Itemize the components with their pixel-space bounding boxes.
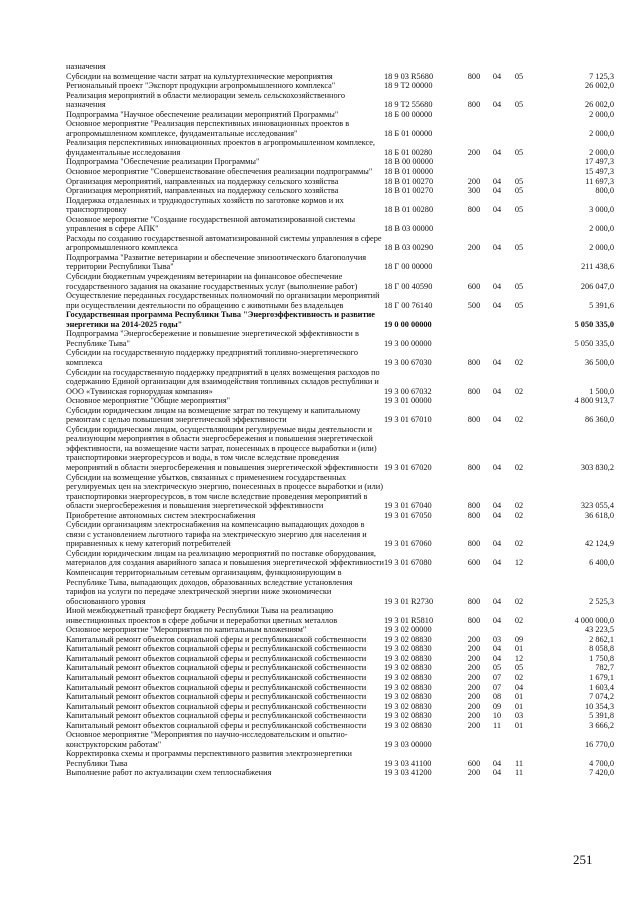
- cell-ved: 800: [467, 596, 481, 606]
- cell-ved: 200: [467, 682, 481, 692]
- cell-code: 18 В 03 00290: [384, 243, 434, 253]
- cell-ved: 800: [467, 539, 481, 549]
- table-row: [66, 644, 614, 654]
- cell-rz: 04: [492, 501, 502, 511]
- cell-code: 19 3 01 67040: [384, 501, 432, 511]
- cell-code: 18 В 01 00000: [384, 167, 434, 177]
- table-row: [66, 215, 614, 234]
- cell-name: Субсидии организациям электроснабжения на компенсацию выпадающих доходов в связи с установлением льготного тарифа на электрическую энергию для населения и приравненных к нему категорий потребителей: [66, 520, 367, 549]
- cell-code: 19 3 03 00000: [384, 739, 432, 749]
- cell-rz: 04: [492, 653, 502, 663]
- cell-rz: 07: [492, 673, 502, 682]
- cell-ved: 800: [467, 510, 481, 520]
- cell-sum: 10 354,3: [584, 701, 614, 711]
- cell-code: 19 3 03 41100: [384, 758, 432, 768]
- table-row: [66, 138, 614, 157]
- cell-sum: 782,7: [595, 663, 614, 673]
- cell-pr: 02: [514, 501, 524, 511]
- cell-name: Выполнение работ по актуализации схем теплоснабжения: [66, 768, 272, 778]
- cell-name: Субсидии на возмещение части затрат на культуртехнические мероприятия: [66, 71, 333, 81]
- cell-name: Капитальный ремонт объектов социальной сферы и республиканской собственности: [66, 673, 367, 682]
- table-row: [66, 167, 614, 177]
- cell-pr: 03: [514, 711, 524, 721]
- cell-rz: 07: [492, 682, 502, 692]
- cell-sum: 323 055,4: [580, 501, 614, 511]
- cell-code: 19 3 02 08830: [384, 692, 432, 702]
- table-row: [66, 473, 614, 511]
- cell-ved: 200: [467, 176, 481, 186]
- cell-rz: 04: [492, 644, 502, 654]
- cell-name: Региональный проект "Экспорт продукции агропромышленного комплекса": [66, 81, 336, 91]
- cell-sum: 4 700,0: [589, 758, 614, 768]
- cell-name: Государственная программа Республики Тыва "Энергоэффективность и развитие энергетики на 2014-2025 годы": [66, 310, 375, 329]
- cell-code: 18 Г 00 40590: [384, 281, 433, 291]
- cell-pr: 01: [514, 644, 524, 654]
- cell-pr: 05: [514, 243, 524, 253]
- cell-code: 19 3 02 08830: [384, 701, 432, 711]
- cell-code: 19 3 01 00000: [384, 396, 432, 406]
- table-row: [66, 72, 614, 82]
- cell-ved: 800: [467, 615, 481, 625]
- cell-name: Основное мероприятие "Реализация перспективных инновационных проектов в агропромышленном комплексе, фундаментальные исследования": [66, 119, 350, 138]
- cell-code: 18 В 01 00270: [384, 176, 434, 186]
- cell-code: 18 Г 00 76140: [384, 300, 433, 310]
- cell-ved: 800: [467, 71, 481, 81]
- cell-code: 19 3 02 00000: [384, 625, 432, 635]
- cell-rz: 04: [492, 100, 502, 110]
- cell-name: Компенсация территориальным сетевым организациям, функционирующим в Республике Тыва, выпадающих доходов, образованных вследствие установления тарифов на услуги по передаче электрической энергии ниже экономически обоснованного уровня: [66, 567, 353, 606]
- table-row: [66, 511, 614, 521]
- table-row: [66, 310, 614, 329]
- cell-sum: 5 050 335,0: [574, 319, 614, 329]
- cell-ved: 800: [467, 357, 481, 367]
- table-row: [66, 635, 614, 645]
- cell-code: 18 9 T2 55680: [384, 100, 433, 110]
- cell-rz: 04: [492, 510, 502, 520]
- cell-rz: 04: [492, 758, 502, 768]
- cell-name: Субсидии на государственную поддержку предприятий топливно-энергетического комплекса: [66, 348, 359, 367]
- cell-ved: 600: [467, 558, 481, 568]
- cell-name: Основное мероприятие "Мероприятия по научно-исследовательским и опытно-конструкторским работам": [66, 730, 348, 749]
- table-row: [66, 711, 614, 721]
- cell-code: 19 3 01 67060: [384, 539, 432, 549]
- cell-sum: 26 002,0: [584, 100, 614, 110]
- cell-sum: 1 500,0: [589, 386, 614, 396]
- cell-sum: 211 438,6: [581, 262, 614, 272]
- cell-pr: 05: [514, 176, 524, 186]
- table-row: [66, 253, 614, 272]
- cell-sum: 4 000 000,0: [574, 615, 614, 625]
- cell-pr: 05: [514, 186, 524, 196]
- cell-ved: 600: [467, 281, 481, 291]
- cell-code: 18 Б 01 00280: [384, 147, 433, 157]
- cell-code: 19 3 01 R2730: [384, 596, 434, 606]
- cell-name: Капитальный ремонт объектов социальной сферы и республиканской собственности: [66, 634, 367, 644]
- cell-ved: 800: [467, 415, 481, 425]
- table-row: [66, 721, 614, 731]
- cell-rz: 04: [492, 386, 502, 396]
- table-row: [66, 692, 614, 702]
- cell-name: Подпрограмма "Развитие ветеринарии и обеспечение эпизоотического благополучия территории Республики Тыва": [66, 252, 367, 272]
- table-row: [66, 702, 614, 712]
- cell-code: 19 3 01 67010: [384, 415, 432, 425]
- cell-ved: 600: [467, 758, 481, 768]
- cell-sum: 303 830,2: [580, 462, 614, 472]
- cell-pr: 01: [514, 701, 524, 711]
- cell-sum: 800,0: [595, 186, 614, 196]
- cell-pr: 01: [514, 720, 524, 730]
- cell-name: Субсидии на государственную поддержку предприятий в целях возмещения расходов по содержанию Единой организации для взаимодействия топливных складов республики и ООО «Тувинская горнорудная компания»: [66, 367, 380, 396]
- cell-name: Капитальный ремонт объектов социальной сферы и республиканской собственности: [66, 711, 367, 721]
- cell-name: Поддержка отдаленных и труднодоступных хозяйств по заготовке кормов и их транспортировку: [66, 195, 344, 215]
- cell-name: Субсидии бюджетным учреждениям ветеринарии на финансовое обеспечение государственного задания на оказание государственных услуг (выполнение работ): [66, 272, 358, 291]
- cell-sum: 6 400,0: [589, 558, 614, 568]
- cell-sum: 17 497,3: [584, 157, 614, 167]
- cell-sum: 42 124,9: [584, 539, 614, 549]
- cell-ved: 200: [467, 663, 481, 673]
- cell-ved: 800: [467, 501, 481, 511]
- cell-pr: 02: [514, 596, 524, 606]
- cell-sum: 2 862,1: [589, 634, 614, 644]
- cell-rz: 05: [492, 663, 502, 673]
- cell-rz: 04: [492, 205, 502, 215]
- cell-ved: 200: [467, 634, 481, 644]
- cell-name: Капитальный ремонт объектов социальной сферы и республиканской собственности: [66, 720, 367, 730]
- cell-sum: 11 697,3: [585, 176, 614, 186]
- cell-rz: 03: [492, 634, 502, 644]
- cell-pr: 05: [514, 663, 524, 673]
- cell-code: 19 3 00 67030: [384, 357, 432, 367]
- table-row: [66, 425, 614, 473]
- table-row: [66, 520, 614, 549]
- cell-name: Подпрограмма "Научное обеспечение реализации мероприятий Программы": [66, 109, 339, 119]
- cell-rz: 04: [492, 147, 502, 157]
- table-row: [66, 272, 614, 291]
- table-row: [66, 348, 614, 367]
- cell-rz: 04: [492, 71, 502, 81]
- cell-pr: 05: [514, 71, 524, 81]
- cell-pr: 05: [514, 281, 524, 291]
- cell-pr: 01: [514, 692, 524, 702]
- cell-name: Иной межбюджетный трансферт бюджету Республики Тыва на реализацию инвестиционных проектов в сфере добычи и переработки цветных металлов: [66, 606, 338, 625]
- cell-rz: 04: [492, 615, 502, 625]
- cell-sum: 8 058,8: [589, 644, 614, 654]
- cell-code: 19 3 01 67080: [384, 558, 432, 568]
- table-row: [66, 62, 614, 72]
- cell-code: 19 3 03 41200: [384, 768, 432, 778]
- cell-sum: 5 391,6: [589, 300, 614, 310]
- cell-pr: 02: [514, 615, 524, 625]
- cell-name: Подпрограмма "Энергосбережение и повышение энергетической эффективности в Республике Тыва": [66, 329, 359, 348]
- table-row: [66, 177, 614, 187]
- cell-pr: 12: [514, 558, 524, 568]
- cell-ved: 200: [467, 653, 481, 663]
- cell-rz: 04: [492, 768, 502, 778]
- cell-code: 19 3 02 08830: [384, 634, 432, 644]
- cell-sum: 86 360,0: [584, 415, 614, 425]
- cell-sum: 3 666,2: [589, 720, 614, 730]
- cell-code: 19 3 02 08830: [384, 720, 432, 730]
- cell-name: Основное мероприятие "Совершенствование обеспечения реализации подпрограммы": [66, 167, 373, 177]
- cell-sum: 1 603,4: [589, 682, 614, 692]
- table-row: [66, 91, 614, 110]
- cell-sum: 7 420,0: [589, 768, 614, 778]
- cell-code: 18 Б 01 00000: [384, 128, 433, 138]
- cell-sum: 2 000,0: [589, 128, 614, 138]
- cell-name: Капитальный ремонт объектов социальной сферы и республиканской собственности: [66, 692, 367, 702]
- cell-code: 18 9 T2 00000: [384, 81, 433, 91]
- cell-name: Субсидии юридическим лицам, осуществляющим регулируемые виды деятельности и реализующим мероприятия в области энергосбережения и повышения энергетической эффективности, на возмещение части затрат, понесенных в процессе выработки и (или) транспортировки энергоресурсов и воды, в том числе вследствие проведения мероприятий в области энергосбережения и повышения энергетической эффективности: [66, 424, 378, 472]
- cell-name: Основное мероприятие "Общие мероприятия": [66, 396, 231, 406]
- table-row: [66, 625, 614, 635]
- cell-sum: 15 497,3: [584, 167, 614, 177]
- cell-pr: 02: [514, 462, 524, 472]
- cell-pr: 02: [514, 415, 524, 425]
- cell-pr: 02: [514, 673, 524, 682]
- cell-pr: 05: [514, 147, 524, 157]
- cell-sum: 1 750,8: [589, 653, 614, 663]
- cell-sum: 5 391,8: [589, 711, 614, 721]
- table-row: [66, 406, 614, 425]
- cell-ved: 200: [467, 711, 481, 721]
- cell-ved: 200: [467, 243, 481, 253]
- cell-ved: 800: [467, 100, 481, 110]
- table-row: [66, 234, 614, 253]
- cell-rz: 04: [492, 596, 502, 606]
- cell-name: Приобретение автономных систем электроснабжения: [66, 510, 256, 520]
- cell-sum: 7 074,2: [589, 692, 614, 702]
- table-row: [66, 119, 614, 138]
- cell-name: Капитальный ремонт объектов социальной сферы и республиканской собственности: [66, 663, 367, 673]
- cell-pr: 04: [514, 682, 524, 692]
- cell-pr: 12: [514, 653, 524, 663]
- table-row: [66, 673, 614, 683]
- cell-rz: 04: [492, 539, 502, 549]
- cell-sum: 2 000,0: [589, 109, 614, 119]
- cell-pr: 02: [514, 386, 524, 396]
- cell-name: Реализация мероприятий в области мелиорации земель сельскохозяйственного назначения: [66, 90, 345, 110]
- cell-sum: 43 223,5: [584, 625, 614, 635]
- cell-name: Подпрограмма "Обеспечение реализации Программы": [66, 157, 260, 167]
- cell-rz: 11: [493, 720, 501, 730]
- table-row: [66, 654, 614, 664]
- cell-ved: 200: [467, 644, 481, 654]
- cell-code: 19 3 01 R5810: [384, 615, 434, 625]
- cell-rz: 04: [492, 357, 502, 367]
- cell-sum: 26 002,0: [584, 81, 614, 91]
- cell-name: Организация мероприятий, направленных на поддержку сельского хозяйства: [66, 176, 339, 186]
- table-row: [66, 749, 614, 768]
- cell-code: 18 В 00 00000: [384, 157, 434, 167]
- table-row: [66, 606, 614, 625]
- cell-code: 19 0 00 00000: [384, 319, 432, 329]
- cell-code: 19 3 02 08830: [384, 682, 432, 692]
- cell-ved: 200: [467, 720, 481, 730]
- budget-table: [66, 62, 614, 778]
- cell-sum: 16 770,0: [584, 739, 614, 749]
- cell-sum: 2 000,0: [589, 147, 614, 157]
- cell-ved: 200: [467, 147, 481, 157]
- table-row: [66, 768, 614, 778]
- cell-pr: 02: [514, 539, 524, 549]
- cell-sum: 5 050 335,0: [574, 338, 614, 348]
- cell-rz: 09: [492, 701, 502, 711]
- cell-pr: 05: [514, 205, 524, 215]
- cell-name: Корректировка схемы и программы перспективного развития электроэнергетики Республики Тыва: [66, 749, 352, 768]
- cell-code: 19 3 02 08830: [384, 644, 432, 654]
- cell-sum: 36 618,0: [584, 510, 614, 520]
- cell-name: Расходы по созданию государственной автоматизированной системы управления в сфере агропромышленного комплекса: [66, 233, 382, 253]
- cell-sum: 2 000,0: [589, 243, 614, 253]
- cell-rz: 08: [492, 692, 502, 702]
- cell-code: 19 3 02 08830: [384, 711, 432, 721]
- cell-code: 18 В 01 00280: [384, 205, 434, 215]
- cell-sum: 1 679,1: [589, 673, 614, 682]
- table-row: [66, 157, 614, 167]
- table-row: [66, 186, 614, 196]
- table-row: [66, 396, 614, 406]
- cell-code: 19 3 02 08830: [384, 653, 432, 663]
- cell-rz: 04: [492, 281, 502, 291]
- table-row: [66, 663, 614, 673]
- cell-ved: 300: [467, 186, 481, 196]
- cell-rz: 04: [492, 186, 502, 196]
- cell-pr: 11: [515, 758, 523, 768]
- cell-name: назначения: [66, 62, 106, 71]
- cell-name: Капитальный ремонт объектов социальной сферы и республиканской собственности: [66, 701, 367, 711]
- cell-rz: 04: [492, 415, 502, 425]
- cell-pr: 05: [514, 100, 524, 110]
- page-number: 251: [573, 852, 593, 867]
- cell-name: Реализация перспективных инновационных проектов в агропромышленном комплексе, фундаментальные исследования: [66, 138, 376, 157]
- cell-sum: 2 000,0: [589, 224, 614, 234]
- cell-pr: 02: [514, 357, 524, 367]
- table-row: [66, 329, 614, 348]
- table-row: [66, 568, 614, 606]
- cell-sum: 4 800 913,7: [574, 396, 614, 406]
- cell-rz: 04: [492, 300, 502, 310]
- cell-name: Субсидии на возмещение убытков, связанных с применением государственных регулируемых цен на электрическую энергию, понесенных в процессе выработки и (или) транспортировки энергоресурсов, в том числе вследствие проведения мероприятий в области энергосбережения и повышения энергетической эффективности: [66, 472, 383, 511]
- table-row: [66, 730, 614, 749]
- cell-code: 19 3 00 67032: [384, 386, 432, 396]
- cell-rz: 04: [492, 243, 502, 253]
- cell-name: Основное мероприятие "Создание государственной автоматизированной системы управления в сфере АПК": [66, 214, 356, 234]
- cell-sum: 7 125,3: [589, 71, 614, 81]
- table-row: [66, 110, 614, 120]
- cell-ved: 800: [467, 386, 481, 396]
- cell-code: 19 3 02 08830: [384, 673, 432, 682]
- cell-code: 18 Б 00 00000: [384, 109, 433, 119]
- cell-code: 18 В 03 00000: [384, 224, 434, 234]
- cell-pr: 05: [514, 300, 524, 310]
- cell-ved: 200: [467, 701, 481, 711]
- cell-rz: 10: [492, 711, 502, 721]
- cell-rz: 04: [492, 176, 502, 186]
- cell-name: Капитальный ремонт объектов социальной сферы и республиканской собственности: [66, 644, 367, 654]
- cell-code: 19 3 01 67050: [384, 510, 432, 520]
- cell-pr: 09: [514, 634, 524, 644]
- table-row: [66, 81, 614, 91]
- table-row: [66, 368, 614, 397]
- cell-code: 19 3 02 08830: [384, 663, 432, 673]
- cell-name: Капитальный ремонт объектов социальной сферы и республиканской собственности: [66, 682, 367, 692]
- table-row: [66, 683, 614, 693]
- cell-pr: 11: [515, 768, 523, 778]
- cell-rz: 04: [492, 558, 502, 568]
- cell-ved: 200: [467, 673, 481, 682]
- cell-name: Субсидии юридическим лицам на реализацию мероприятий по поставке оборудования, материалов для создания аварийного запаса и повышения энергетической эффективности: [66, 548, 384, 568]
- cell-ved: 800: [467, 462, 481, 472]
- cell-pr: 02: [514, 510, 524, 520]
- cell-rz: 04: [492, 462, 502, 472]
- cell-sum: 36 500,0: [584, 357, 614, 367]
- cell-sum: 2 525,3: [589, 596, 614, 606]
- cell-name: Осуществление переданных государственных полномочий по организации мероприятий при осуществлении деятельности по обращению с животными без владельцев: [66, 291, 380, 310]
- cell-ved: 800: [467, 205, 481, 215]
- table-row: [66, 196, 614, 215]
- cell-name: Организация мероприятий, направленных на поддержку сельского хозяйства: [66, 186, 339, 196]
- cell-name: Субсидии юридическим лицам на возмещение затрат по текущему и капитальному ремонтам с целью повышения энергетической эффективности: [66, 405, 361, 425]
- cell-name: Основное мероприятие "Мероприятия по капитальным вложениям": [66, 625, 307, 635]
- cell-ved: 200: [467, 692, 481, 702]
- cell-ved: 500: [467, 300, 481, 310]
- cell-sum: 3 000,0: [589, 205, 614, 215]
- cell-code: 18 В 01 00270: [384, 186, 434, 196]
- table-row: [66, 549, 614, 568]
- cell-ved: 200: [467, 768, 481, 778]
- cell-code: 18 9 03 R5680: [384, 71, 434, 81]
- cell-code: 19 3 00 00000: [384, 338, 432, 348]
- table-row: [66, 291, 614, 310]
- cell-code: 18 Г 00 00000: [384, 262, 433, 272]
- cell-name: Капитальный ремонт объектов социальной сферы и республиканской собственности: [66, 653, 367, 663]
- cell-code: 19 3 01 67020: [384, 462, 432, 472]
- cell-sum: 206 047,0: [580, 281, 614, 291]
